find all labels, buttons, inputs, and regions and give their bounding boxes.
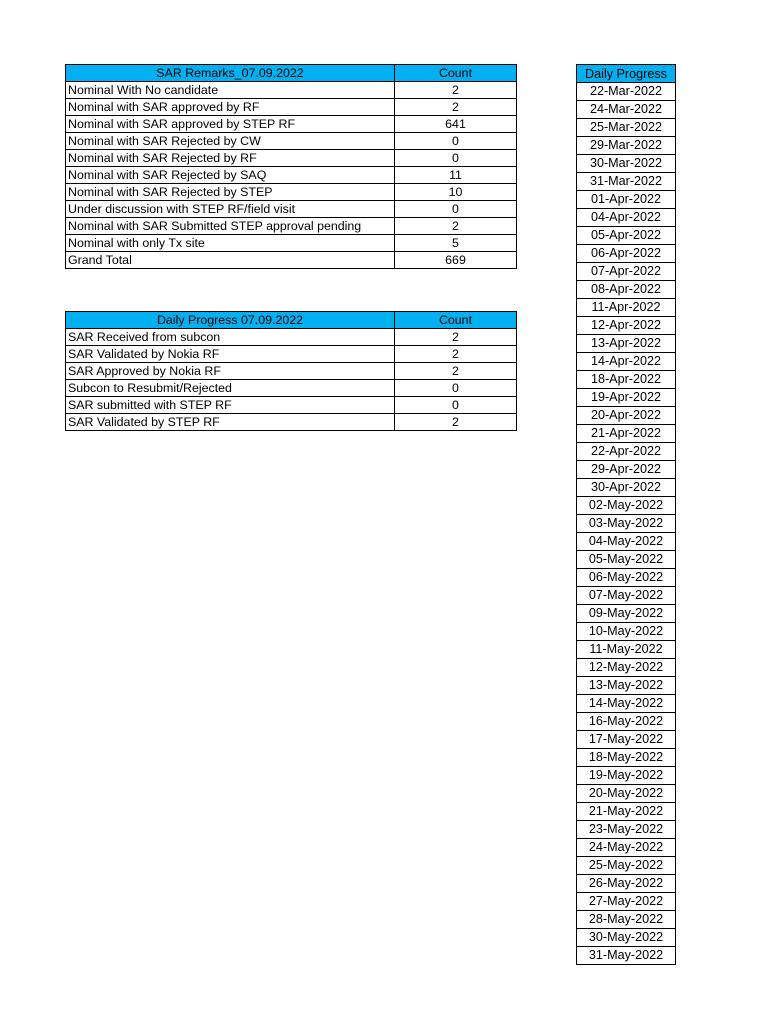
date-row	[577, 191, 676, 209]
daily-progress-row	[66, 414, 517, 431]
row-label: Nominal with SAR Rejected by SAQ	[66, 167, 395, 184]
date-cell: 19-Apr-2022	[577, 389, 676, 407]
date-row	[577, 911, 676, 929]
date-cell: 29-Apr-2022	[577, 461, 676, 479]
date-cell: 09-May-2022	[577, 605, 676, 623]
row-count: 2	[395, 363, 517, 380]
date-row	[577, 569, 676, 587]
date-row	[577, 587, 676, 605]
row-label: SAR Validated by STEP RF	[66, 414, 395, 431]
date-row	[577, 623, 676, 641]
date-cell: 18-May-2022	[577, 749, 676, 767]
row-count: 10	[395, 184, 517, 201]
date-cell: 22-Mar-2022	[577, 83, 676, 101]
date-cell: 20-Apr-2022	[577, 407, 676, 425]
date-cell: 10-May-2022	[577, 623, 676, 641]
row-label: Nominal with SAR Rejected by STEP	[66, 184, 395, 201]
date-cell: 30-May-2022	[577, 929, 676, 947]
date-row	[577, 731, 676, 749]
table-header-row	[577, 65, 676, 83]
date-cell: 21-May-2022	[577, 803, 676, 821]
date-cell: 04-May-2022	[577, 533, 676, 551]
daily-progress-row	[66, 363, 517, 380]
row-label: Nominal with SAR Submitted STEP approval pending	[66, 218, 395, 235]
column-header-daily-progress: Daily Progress 07.09.2022	[66, 312, 395, 329]
daily-progress-row	[66, 329, 517, 346]
daily-progress-dates-table	[576, 64, 676, 965]
row-count: 0	[395, 380, 517, 397]
date-row	[577, 389, 676, 407]
date-cell: 14-May-2022	[577, 695, 676, 713]
date-cell: 29-Mar-2022	[577, 137, 676, 155]
date-row	[577, 605, 676, 623]
date-row	[577, 857, 676, 875]
row-label: Grand Total	[66, 252, 395, 269]
date-cell: 25-Mar-2022	[577, 119, 676, 137]
date-row	[577, 317, 676, 335]
date-cell: 22-Apr-2022	[577, 443, 676, 461]
row-count: 0	[395, 133, 517, 150]
date-cell: 31-Mar-2022	[577, 173, 676, 191]
date-cell: 04-Apr-2022	[577, 209, 676, 227]
date-row	[577, 947, 676, 965]
sar-remarks-row	[66, 82, 517, 99]
row-count: 0	[395, 397, 517, 414]
date-cell: 05-Apr-2022	[577, 227, 676, 245]
date-cell: 18-Apr-2022	[577, 371, 676, 389]
row-count: 641	[395, 116, 517, 133]
date-row	[577, 875, 676, 893]
date-cell: 12-May-2022	[577, 659, 676, 677]
date-row	[577, 785, 676, 803]
row-count: 0	[395, 201, 517, 218]
row-label: Nominal with only Tx site	[66, 235, 395, 252]
date-row	[577, 263, 676, 281]
date-cell: 30-Apr-2022	[577, 479, 676, 497]
row-label: Under discussion with STEP RF/field visit	[66, 201, 395, 218]
date-row	[577, 119, 676, 137]
date-cell: 06-May-2022	[577, 569, 676, 587]
date-cell: 08-Apr-2022	[577, 281, 676, 299]
sar-remarks-row	[66, 133, 517, 150]
date-cell: 14-Apr-2022	[577, 353, 676, 371]
date-cell: 28-May-2022	[577, 911, 676, 929]
date-cell: 13-May-2022	[577, 677, 676, 695]
row-label: Subcon to Resubmit/Rejected	[66, 380, 395, 397]
date-row	[577, 767, 676, 785]
row-count: 2	[395, 346, 517, 363]
sar-remarks-table	[65, 64, 517, 269]
row-count: 2	[395, 218, 517, 235]
row-label: SAR Received from subcon	[66, 329, 395, 346]
date-row	[577, 641, 676, 659]
date-row	[577, 749, 676, 767]
sar-remarks-row	[66, 99, 517, 116]
row-label: Nominal with SAR Rejected by RF	[66, 150, 395, 167]
date-cell: 26-May-2022	[577, 875, 676, 893]
date-cell: 24-Mar-2022	[577, 101, 676, 119]
date-row	[577, 659, 676, 677]
date-cell: 24-May-2022	[577, 839, 676, 857]
date-cell: 16-May-2022	[577, 713, 676, 731]
daily-progress-table	[65, 311, 517, 431]
table-header-row	[66, 65, 517, 82]
row-label: SAR Approved by Nokia RF	[66, 363, 395, 380]
date-row	[577, 443, 676, 461]
date-cell: 20-May-2022	[577, 785, 676, 803]
date-cell: 07-Apr-2022	[577, 263, 676, 281]
date-cell: 03-May-2022	[577, 515, 676, 533]
date-cell: 27-May-2022	[577, 893, 676, 911]
row-label: Nominal with SAR approved by STEP RF	[66, 116, 395, 133]
date-cell: 30-Mar-2022	[577, 155, 676, 173]
date-cell: 12-Apr-2022	[577, 317, 676, 335]
date-cell: 11-May-2022	[577, 641, 676, 659]
date-row	[577, 803, 676, 821]
date-row	[577, 929, 676, 947]
date-row	[577, 227, 676, 245]
sar-remarks-row	[66, 252, 517, 269]
row-count: 2	[395, 414, 517, 431]
date-row	[577, 137, 676, 155]
date-row	[577, 893, 676, 911]
date-cell: 17-May-2022	[577, 731, 676, 749]
date-row	[577, 677, 676, 695]
date-row	[577, 515, 676, 533]
sar-remarks-row	[66, 150, 517, 167]
daily-progress-row	[66, 346, 517, 363]
row-count: 0	[395, 150, 517, 167]
row-count: 2	[395, 99, 517, 116]
date-cell: 05-May-2022	[577, 551, 676, 569]
table-header-row	[66, 312, 517, 329]
date-cell: 13-Apr-2022	[577, 335, 676, 353]
column-header-remarks: SAR Remarks_07.09.2022	[66, 65, 395, 82]
date-row	[577, 209, 676, 227]
date-cell: 01-Apr-2022	[577, 191, 676, 209]
row-label: SAR submitted with STEP RF	[66, 397, 395, 414]
row-label: SAR Validated by Nokia RF	[66, 346, 395, 363]
date-row	[577, 497, 676, 515]
sar-remarks-row	[66, 201, 517, 218]
date-cell: 31-May-2022	[577, 947, 676, 965]
date-row	[577, 101, 676, 119]
column-header-count: Count	[395, 312, 517, 329]
date-cell: 11-Apr-2022	[577, 299, 676, 317]
date-row	[577, 299, 676, 317]
date-row	[577, 839, 676, 857]
sar-remarks-row	[66, 116, 517, 133]
date-row	[577, 281, 676, 299]
date-row	[577, 479, 676, 497]
date-row	[577, 155, 676, 173]
date-row	[577, 245, 676, 263]
date-cell: 02-May-2022	[577, 497, 676, 515]
row-label: Nominal with SAR approved by RF	[66, 99, 395, 116]
sar-remarks-row	[66, 218, 517, 235]
date-row	[577, 83, 676, 101]
date-row	[577, 461, 676, 479]
row-count: 2	[395, 329, 517, 346]
date-cell: 06-Apr-2022	[577, 245, 676, 263]
date-row	[577, 173, 676, 191]
date-row	[577, 695, 676, 713]
row-count: 5	[395, 235, 517, 252]
date-cell: 21-Apr-2022	[577, 425, 676, 443]
column-header-dates: Daily Progress	[577, 65, 676, 83]
column-header-count: Count	[395, 65, 517, 82]
row-count: 669	[395, 252, 517, 269]
date-row	[577, 533, 676, 551]
date-cell: 07-May-2022	[577, 587, 676, 605]
date-row	[577, 371, 676, 389]
daily-progress-row	[66, 397, 517, 414]
date-cell: 23-May-2022	[577, 821, 676, 839]
sar-remarks-row	[66, 167, 517, 184]
row-label: Nominal with SAR Rejected by CW	[66, 133, 395, 150]
date-row	[577, 335, 676, 353]
date-row	[577, 407, 676, 425]
date-cell: 19-May-2022	[577, 767, 676, 785]
sar-remarks-row	[66, 235, 517, 252]
daily-progress-row	[66, 380, 517, 397]
date-row	[577, 821, 676, 839]
date-cell: 25-May-2022	[577, 857, 676, 875]
sar-remarks-row	[66, 184, 517, 201]
date-row	[577, 353, 676, 371]
date-row	[577, 425, 676, 443]
date-row	[577, 551, 676, 569]
date-row	[577, 713, 676, 731]
row-label: Nominal With No candidate	[66, 82, 395, 99]
row-count: 2	[395, 82, 517, 99]
row-count: 11	[395, 167, 517, 184]
